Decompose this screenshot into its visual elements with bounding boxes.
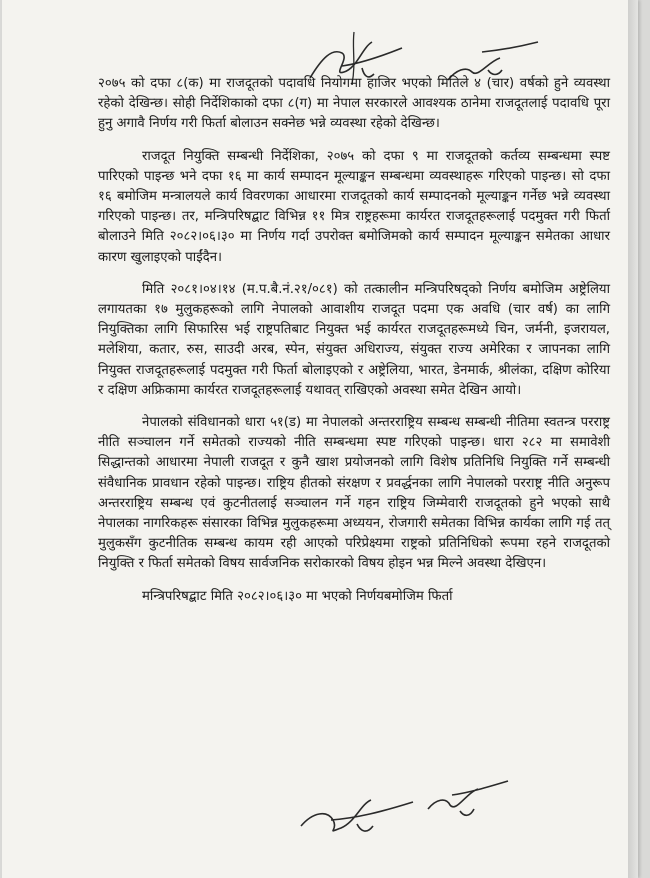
signature-bottom-left — [297, 790, 417, 840]
paragraph-4: नेपालको संविधानको धारा ५१(ड) मा नेपालको अन्तरराष्ट्रिय सम्बन्ध सम्बन्धी नीतिमा स्वतन्त्र परराष्ट्र नीति सञ्चालन गर्ने समेतको राज्यको नीति सम्बन्धमा स्पष्ट गरिएको पाइन्छ। धारा २८२ मा समावेशी सिद्धान्तको आधारमा नेपाली राजदूत र कुनै खाश प्रयोजनको लागि विशेष प्रतिनिधि नियुक्ति गर्ने सम्बन्धी संवैधानिक प्रावधान रहेको पाइन्छ। राष्ट्रिय हीतको संरक्षण र प्रवर्द्धनका लागि नेपालको परराष्ट्र नीति अनुरूप अन्तरराष्ट्रिय सम्बन्ध एवं कुटनीतलाई सञ्चालन गर्ने गहन राष्ट्रिय जिम्मेवारी राजदूतको हुने भएको साथै नेपालका नागरिकहरू संसारका विभिन्न मुलुकहरूमा अध्ययन, रोजगारी समेतका विभिन्न कार्यका लागि गई तत् मुलुकसँग कुटनीतिक सम्बन्ध कायम रही आएको परिप्रेक्ष्यमा राष्ट्रको प्रतिनिधिको रूपमा रहने राजदूतको नियुक्ति र फिर्ता समेतको विषय सार्वजनिक सरोकारको विषय होइन भन्न मिल्ने अवस्था देखिएन। — [98, 415, 610, 572]
document-page — [2, 0, 638, 878]
paragraph-2: राजदूत नियुक्ति सम्बन्धी निर्देशिका, २०७५ को दफा ९ मा राजदूतको कर्तव्य सम्बन्धमा स्पष्ट पारिएको पाइन्छ भने दफा १६ मा कार्य सम्पादन मूल्याङ्कन सम्बन्धमा व्यवस्थाहरू गरिएको पाइन्छ। सो दफा १६ बमोजिम मन्त्रालयले कार्य विवरणका आधारमा राजदूतको कार्य सम्पादनको मूल्याङ्कन गर्नेछ भन्ने व्यवस्था गरिएको पाइन्छ। तर, मन्त्रिपरिषद्बाट विभिन्न ११ मित्र राष्ट्रहरूमा कार्यरत राजदूतहरूलाई पदमुक्त गरी फिर्ता बोलाउने मिति २०८२।०६।३० मा निर्णय गर्दा उपरोक्त बमोजिमको कार्य सम्पादन मूल्याङ्कन समेतका आधार कारण खुलाइएको पाईंदैन। — [98, 148, 610, 265]
signature-bottom-right — [422, 775, 512, 825]
body-text — [98, 74, 610, 619]
paragraph-3: मिति २०८१।०४।१४ (म.प.बै.नं.२१/०८१) को तत्कालीन मन्त्रिपरिषद्को निर्णय बमोजिम अष्ट्रेलिया लगायतका १७ मुलुकहरूको लागि नेपालको आवाशीय राजदूत पदमा एक अवधि (चार वर्ष) का लागि नियुक्तिका लागि सिफारिस भई राष्ट्रपतिबाट नियुक्त भई कार्यरत राजदूतहरूमध्ये चिन, जर्मनी, इजरायल, मलेशिया, कतार, रुस, साउदी अरब, स्पेन, संयुक्त अधिराज्य, संयुक्त राज्य अमेरिका र जापनका लागि नियुक्त राजदूतहरूलाई पदमुक्त गरी फिर्ता बोलाइएको र अष्ट्रेलिया, भारत, डेनमार्क, श्रीलंका, दक्षिण कोरिया र दक्षिण अफ्रिकामा कार्यरत राजदूतहरूलाई यथावत् राखिएको अवस्था समेत देखिन आयो। — [98, 281, 610, 398]
paragraph-5: मन्त्रिपरिषद्बाट मिति २०८२।०६।३० मा भएको निर्णयबमोजिम फिर्ता — [142, 588, 453, 604]
page-edge — [628, 0, 638, 878]
paragraph-1: २०७५ को दफा ८(क) मा राजदूतको पदावधि नियोगमा हाजिर भएको मितिले ४ (चार) वर्षको हुने व्यवस्था रहेको देखिन्छ। सोही निर्देशिकाको दफा ८(ग) मा नेपाल सरकारले आवश्यक ठानेमा राजदूतलाई पदावधि पूरा हुनु अगावै निर्णय गरी फिर्ता बोलाउन सक्नेछ भन्ने व्यवस्था रहेको देखिन्छ। — [98, 76, 610, 132]
